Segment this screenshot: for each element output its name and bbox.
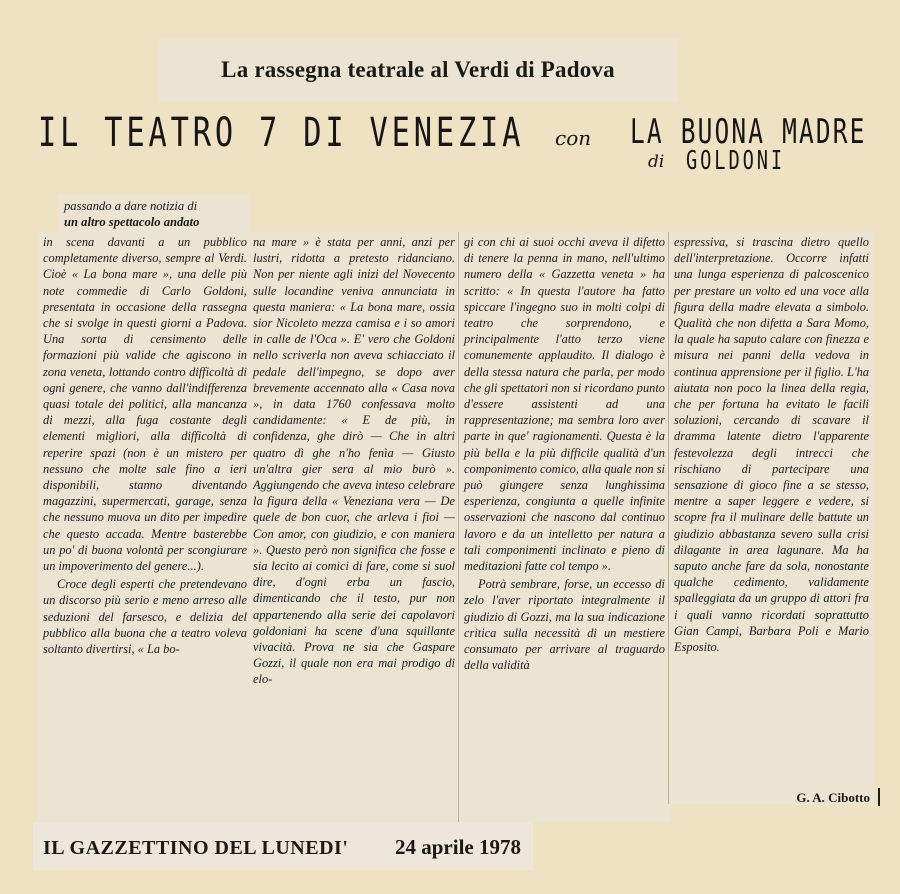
column-3-paragraph-1: gi con chi ai suoi occhi aveva il difetto di tenere la penna in mano, nell'ultimo numero della « Gazzetta veneta » ha scritto: « In questa l'autore ha fatto spiccare l'ingegno suo in molti colpi di teatro che sorprendono, e principalmente l'atto terzo viene comunemente applaudito. Il dialogo è della stessa natura che parla, per modo che gli spettatori non si ricordano punto d'essere assistenti ad una rappresentazione; ma sembra loro aver parte in que' ragionamenti. Questa è la più bella e la più difficile qualità d'un componimento comico, alla quale non si può giungere senza lunghissima esperienza, congiunta a quelle infinite osservazioni che nascono dal continuo lavoro e da un intelletto per natura a tali componimenti inclinato e pieno di meditazioni fatte col tempo ». [464, 235, 665, 574]
article-column-3 [458, 232, 670, 822]
publication-date: 24 aprile 1978 [395, 835, 521, 859]
newspaper-masthead-clipping [33, 822, 533, 870]
intro-line-2: un altro spettacolo andato [64, 215, 200, 230]
column-4-paragraph-1: espressiva, si trascina dietro quello dell'interpretazione. Occorre infatti una lunga esperienza di palcoscenico per prestare un volto ed una voce alla figura della madre elevata a simbolo. Qualità che non difetta a Sara Momo, la quale ha saputo calare con finezza e misura nei panni della vedova in continua apprensione per il figlio. L'ha aiutata non poco la linea della regia, che per fortuna ha evitato le facili soluzioni, cercando di scavare il dramma latente dietro l'apparente festevolezza degli intrecci che rischiano di partecipare una sensazione di gioco fine a se stesso, mentre a saper leggere e vedere, si scopre fra il mulinare delle battute un giudizio abbastanza severo sulla crisi dilagante in area lagunare. Ma ha saputo anche fare da sola, nonostante qualche cedimento, validamente spalleggiata da un gruppo di attori fra i quali vanno ricordati soprattutto Gian Campi, Barbara Poli e Mario Esposito. [674, 235, 869, 655]
headline-clipping [158, 38, 678, 102]
article-column-2 [248, 232, 460, 822]
byline-rule [878, 788, 880, 806]
newspaper-name: IL GAZZETTINO DEL LUNEDI' [43, 837, 349, 859]
author-byline: G. A. Cibotto [796, 790, 870, 805]
article-column-1 [38, 232, 252, 822]
intro-line-1: passando a dare notizia di [64, 199, 198, 213]
column-2-paragraph-1: na mare » è stata per anni, anzi per lustri, ridotta a pretesto ridanciano. Non per niente agli inizi del Novecento sulle locandine veniva annunciata in questa maniera: « La bona mare, ossia sior Nicoleto mezza camisa e i so amori in calle de l'Oca ». E' vero che Goldoni nello scriverla non aveva schiacciato il pedale dell'impegno, se dopo aver brevemente accennato alla « Casa nova », in data 1760 confessava molto candidamente: « E de più, in confidenza, ghe dirò — Che in altri quatro dì ghe n'ho fenìa — Giusto un'altra gier sera al mio burò ». Aggiungendo che aveva inteso celebrare la figura della « Veneziana vera — De quele de bon cuor, che arleva i fioi — Con amor, con giudizio, e con maniera ». Questo però non significa che fosse e sia lecito ai comici di fare, come si suol dire, d'ogni erba un fascio, dimenticando che il testo, pur non appartenendo alla serie dei capolavori goldoniani ha scene d'una squillante vivacità. Prova ne sia che Gaspare Gozzi, il quale non era mai prodigo di elo- [253, 235, 455, 687]
handwritten-author: GOLDONI [686, 146, 786, 176]
handwritten-connector: con [555, 126, 592, 150]
article-column-4 [668, 232, 874, 804]
handwritten-company: IL TEATRO 7 DI VENEZIA [38, 110, 525, 156]
handwritten-play-title: LA BUONA MADRE [630, 112, 867, 152]
article-intro [58, 194, 250, 232]
headline: La rassegna teatrale al Verdi di Padova [221, 57, 615, 82]
handwritten-di: di [648, 152, 665, 172]
handwritten-title [38, 110, 878, 190]
column-1-paragraph-1: in scena davanti a un pubblico completamente diverso, sempre al Verdi. Cioè « La bona mare », una delle più note commedie di Carlo Goldoni, presentata in occasione della rassegna che si svolge in questi giorni a Padova. Una sorta di censimento delle formazioni più valide che agiscono in zona veneta, lottando contro difficoltà di ogni genere, che vanno dall'indifferenza quasi totale dei politici, alla mancanza di mezzi, alla fuga costante degli elementi migliori, alla difficoltà di reperire spazi (non è un mistero per nessuno che molte sale fino a ieri disponibili, stanno diventando magazzini, supermercati, garage, senza che nessuno muova un dito per impedire che questo accada. Mentre basterebbe un po' di buona volontà per scongiurare un impoverimento del genere...). [43, 235, 247, 574]
column-3-paragraph-2: Potrà sembrare, forse, un eccesso di zelo l'aver riportato integralmente il giudizio di Gozzi, ma la sua indicazione critica sulla necessità di un mestiere consumato per arrivare al traguardo della validità [464, 577, 665, 673]
column-1-paragraph-2: Croce degli esperti che pretendevano un discorso più serio e meno arreso alle seduzioni del farsesco, e delizia del pubblico alla buona che a teatro voleva soltanto divertirsi, « La bo- [43, 577, 247, 657]
